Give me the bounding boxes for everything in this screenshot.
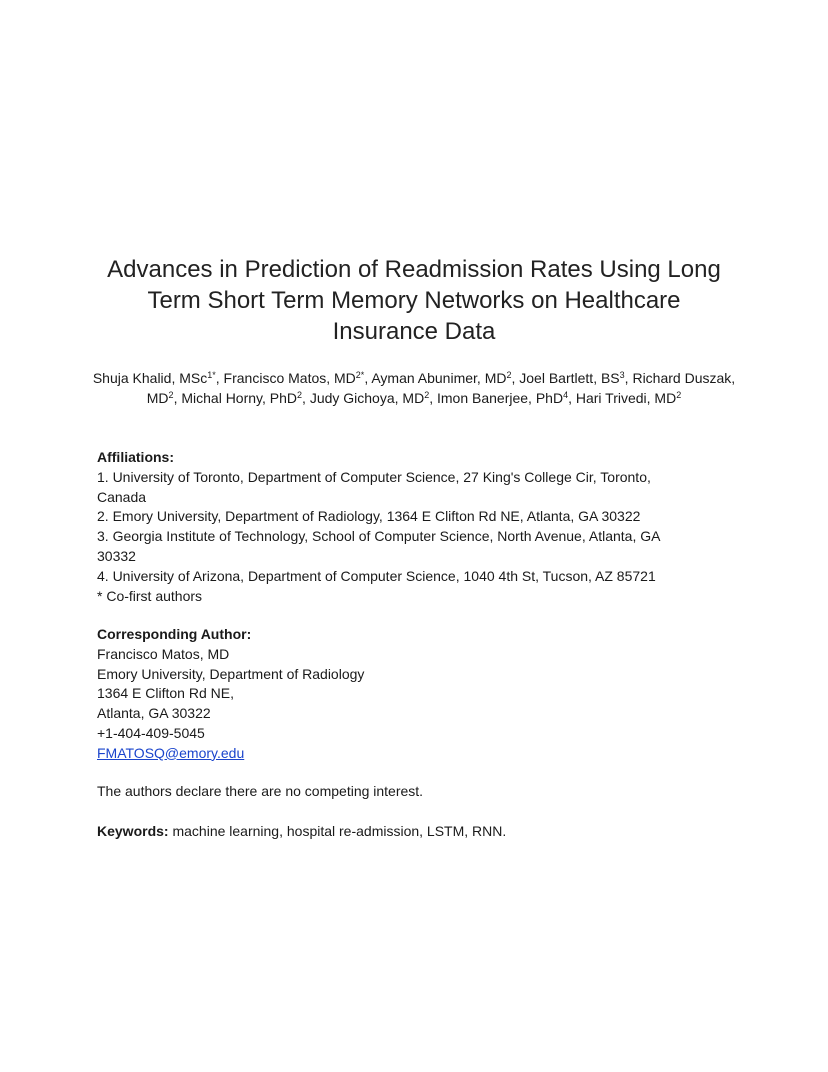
author-name: Imon Banerjee, PhD [436,389,564,406]
affiliation-line: 3. Georgia Institute of Technology, School of Computer Science, North Avenue, Atlanta, GA [97,528,661,545]
author-list [80,369,748,408]
author-name: Ayman Abunimer, MD [371,370,507,386]
affiliations-section [97,448,737,606]
keywords-section [97,822,737,842]
author: Ayman Abunimer, $MD^2$, [371,370,520,386]
author: Shuja Khalid, MSc$^{1*}$, [92,370,224,386]
co-first-authors-note: * Co-first authors [97,587,203,604]
author-affiliation-mark: 2 [424,389,430,400]
competing-interest-statement [97,782,737,802]
affiliation-line: 1. University of Toronto, Department of Computer Science, 27 King's College Cir, Toronto, [97,468,651,485]
author [576,390,681,406]
paper-title [60,254,768,347]
author-affiliation-mark: 2 [297,389,303,400]
author-name: Judy Gichoya, MD [309,389,425,406]
title-line-3: Insurance Data [332,318,496,345]
corresponding-author-city: Atlanta, GA 30322 [97,705,211,722]
competing-interest-text: The authors declare there are no competing interest. [97,783,424,799]
affiliation-line: 2. Emory University, Department of Radiology, 1364 E Clifton Rd NE, Atlanta, GA 30322 [97,508,641,525]
corresponding-author-street: 1364 E Clifton Rd NE, [97,685,234,702]
corresponding-author-email-link[interactable]: FMATOSQ@emory.edu [97,744,245,761]
author: Francisco Matos, $MD^{2*}$, [223,370,372,386]
author-name: Francisco Matos, MD [223,370,356,386]
author-affiliation-mark: 3 [619,370,625,380]
affiliation-line: Canada [97,488,147,505]
corresponding-author-heading: Corresponding Author: [97,626,252,642]
keywords-text: machine learning, hospital re-admission, LSTM, RNN. [168,823,507,839]
author-affiliation-mark: 2* [355,370,365,380]
author: Imon Banerjee, PhD$^4$, [436,389,576,406]
corresponding-author-department: Emory University, Department of Radiology [97,665,365,682]
author: Michal Horny, PhD$^2$, [181,389,310,406]
corresponding-author-name: Francisco Matos, MD [97,645,230,662]
author-affiliation-mark: 1* [207,370,216,380]
author-name: Joel Bartlett, BS [519,370,620,386]
author-affiliation-mark: 2 [168,389,174,400]
corresponding-author-phone: +1-404-409-5045 [97,724,205,741]
title-line-1: Advances in Prediction of Readmission Rates Using Long [107,256,721,283]
author-name: Shuja Khalid, MSc [92,370,208,386]
author-name: Michal Horny, PhD [181,389,298,406]
author: Richard Duszak, $MD^2$, [146,370,736,406]
author-affiliation-mark: 2 [506,370,512,380]
author-affiliation-mark: 2 [676,389,682,400]
title-line-2: Term Short Term Memory Networks on Healthcare [147,287,681,314]
affiliations-heading: Affiliations: [97,449,174,465]
author-affiliation-mark: 4 [563,389,569,400]
corresponding-author-section [97,625,737,764]
affiliation-line: 4. University of Arizona, Department of Computer Science, 1040 4th St, Tucson, AZ 85721 [97,567,656,584]
author-name: Richard Duszak, MD [146,370,736,406]
author-name: Hari Trivedi, MD [575,389,677,406]
affiliation-line: 30332 [97,547,136,564]
keywords-label: Keywords: [97,823,169,839]
author: Judy Gichoya, $MD^2$, [309,389,437,406]
author: Joel Bartlett, $BS^3$, [519,370,633,386]
